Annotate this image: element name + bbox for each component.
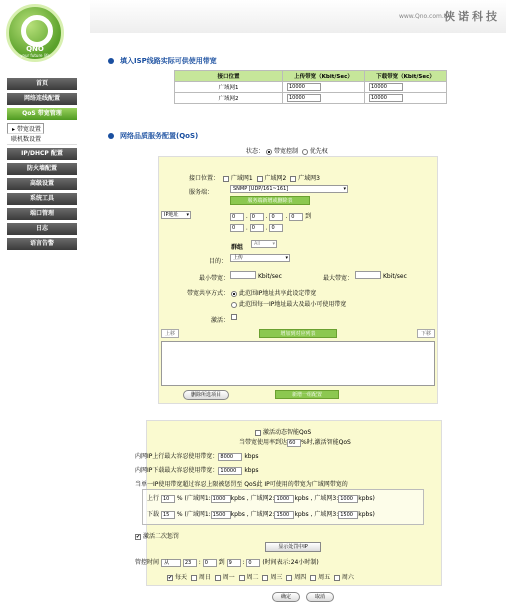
max-down-unit: kbps [244,467,259,474]
move-up-button[interactable]: 上移 [161,329,179,338]
smart-enable-row [255,427,311,436]
priority-radio[interactable] [302,149,308,155]
min-bw-label: 最小带宽： [199,275,230,282]
threshold-input[interactable]: 60 [287,439,301,447]
table-row [175,93,447,104]
rules-listbox[interactable] [161,341,435,386]
penalty-down-label: 下载 [147,511,160,518]
wan2-down-input[interactable]: 10000 [369,94,403,102]
nav-advanced[interactable]: 高级设置 [7,178,77,190]
to-hour[interactable]: 9 [227,559,241,567]
threshold-suffix: %时,激活智能QoS [301,439,351,446]
chevron-down-icon: ▾ [272,241,275,247]
cell-up [283,82,365,93]
day-checkbox[interactable] [286,575,292,581]
wan1-prefix: (广域网1: [184,495,211,502]
move-down-button[interactable]: 下移 [417,329,435,338]
up-wan1-input[interactable]: 1000 [211,495,231,503]
max-bw-input[interactable] [355,271,381,279]
penalty-up-label: 上行 [147,495,160,502]
wan1-checkbox[interactable] [223,176,229,182]
cell-up [283,93,365,104]
to-label: 到 [218,559,225,566]
col-upload: 上传带宽（Kbit/Sec） [283,71,365,82]
ip-end-1[interactable]: 0 [230,224,244,232]
smart-qos-label: 激活动态智能QoS [263,429,312,436]
service-select-value: SNMP [UDP/161~161] [233,186,289,192]
day-label: 周三 [270,574,283,581]
col-interface: 接口位置 [175,71,283,82]
smart-qos-checkbox[interactable] [255,430,261,436]
nav-home[interactable]: 首页 [7,78,77,90]
nav-log[interactable]: 日志 [7,223,77,235]
ip-type-select[interactable] [161,211,191,219]
penalty-rule-text: 当单一IP使用带宽超过容忍上限被惩罚至 QoS此 IP可使用的带宽为广域网带宽的 [135,481,348,488]
ip-start-1[interactable]: 0 [230,213,244,221]
penalty-up-row [147,493,375,503]
nav-session-setting[interactable]: 联机数设置 [7,134,77,145]
pct-symbol: % [176,511,183,518]
ip-type-value: IP地址 [164,212,179,218]
day-label: 每天 [175,574,188,581]
smart-qos-panel [135,420,442,586]
bandwidth-radio-label: 带宽控制 [273,148,298,155]
second-penalty-checkbox[interactable] [135,534,141,540]
sidebar [0,0,90,606]
day-label: 周六 [341,574,354,581]
brand-name: 侠诺科技 [444,10,500,23]
control-time-row: 管控时间 从 23 : 0 到 9 : 0 (时间表示:24小时制) [135,559,319,566]
ok-button[interactable]: 确定 [272,592,300,602]
share-label: 带宽共享方式： [187,290,230,297]
status-label: 状态： [246,148,265,155]
wan3-label: 广域网3 [298,175,320,182]
bandwidth-radio[interactable] [266,149,272,155]
share-option-2 [231,299,346,308]
logo-text: QNO [26,45,44,53]
min-bw-unit: Kbit/sec [258,273,282,280]
max-bw-unit: Kbit/sec [383,273,407,280]
nav-bandwidth-setting-label: 带宽设置 [16,126,41,133]
max-up-label: 内网IP上行最大容忍使用带宽： [135,453,219,460]
add-service-button[interactable]: 服务端新增或删除表 [230,196,310,205]
interface-row [189,173,320,182]
service-select[interactable] [230,185,348,193]
nav-ports[interactable]: 端口管理 [7,208,77,220]
ip-start-2[interactable]: 0 [250,213,264,221]
ip-start-row: 0 . 0 . 0 . 0 到 [232,213,312,220]
interface-label: 接口位置： [189,175,220,182]
col-download: 下载带宽（Kbit/Sec） [365,71,447,82]
logo-q-ring [21,15,53,47]
ip-start-3[interactable]: 0 [269,213,283,221]
wan2-prefix: kpbs , 广域网2: [230,495,275,502]
max-up-unit: kbps [244,453,259,460]
day-label: 周五 [318,574,331,581]
time-from-select[interactable] [161,559,181,567]
share1-radio[interactable] [231,291,237,297]
threshold-row [239,437,351,447]
isp-table-wrap [106,66,447,104]
down-wan1-input[interactable]: 1500 [211,511,231,519]
service-label: 服务端： [189,189,214,196]
chevron-down-icon: ▾ [186,212,189,218]
max-down-label: 内网IP下载最大容忍使用带宽： [135,467,219,474]
site-url: www.Qno.com.tw [398,13,451,20]
days-row [167,572,354,581]
chevron-down-icon: ▾ [343,186,346,192]
to-min[interactable]: 0 [246,559,260,567]
nav-firewall[interactable]: 防火墙配置 [7,163,77,175]
max-down-row [135,465,259,475]
day-checkbox[interactable] [167,575,173,581]
wan3-prefix: kpbs , 广域网3: [294,495,339,502]
max-up-row [135,451,259,461]
wan2-checkbox[interactable] [257,176,263,182]
nav-bandwidth-setting[interactable]: ▸ 带宽设置 [7,123,44,134]
day-label: 周一 [222,574,235,581]
time-note: (时间表示:24小时制) [262,559,319,566]
second-penalty-row [135,531,179,540]
ip-end-2[interactable]: 0 [250,224,264,232]
qos-section-title [108,131,198,141]
wan1-down-input[interactable]: 10000 [369,83,403,91]
direction-value: 上传 [233,255,244,261]
enable-label: 激活： [211,317,230,324]
day-checkbox[interactable] [215,575,221,581]
wan2-up-input[interactable]: 10000 [287,94,321,102]
wan3-checkbox[interactable] [290,176,296,182]
wan1-label: 广域网1 [230,175,253,182]
nav-qos[interactable]: QoS 带宽管理 [7,108,77,120]
from-min[interactable]: 0 [203,559,217,567]
cancel-button[interactable]: 取消 [306,592,334,602]
cell-down [365,93,447,104]
down-wan3-input[interactable]: 1500 [338,511,358,519]
group-select[interactable] [251,240,277,248]
top-banner [90,0,506,33]
priority-radio-label: 优先权 [309,148,328,155]
nav-ipdhcp[interactable]: IP/DHCP 配置 [7,148,77,160]
enable-checkbox[interactable] [231,314,237,320]
max-down-input[interactable]: 10000 [218,467,242,475]
share1-label: 此范围IP地址共享此设定带宽 [239,290,317,297]
share2-radio[interactable] [231,302,237,308]
penalty-up-pct[interactable]: 10 [161,495,175,503]
end-suffix: kpbs) [358,495,375,502]
qos-config-panel [158,156,438,404]
share2-label: 此范围每一IP地址最大及最小可使用带宽 [239,301,347,308]
second-penalty-label: 激活二次惩罚 [143,533,180,540]
qos-status-row [246,146,328,155]
qos-title-text: 网络品质服务配置(QoS) [120,132,199,140]
threshold-label: 当带宽使用率到达 [239,439,288,446]
day-checkbox[interactable] [262,575,268,581]
penalty-down-row [147,509,375,519]
ip-to-label: 到 [305,213,312,220]
pct-symbol: % [176,495,183,502]
min-bw-input[interactable] [230,271,256,279]
ip-end-3[interactable]: 0 [269,224,283,232]
from-hour[interactable]: 23 [183,559,197,567]
max-bw-label: 最大带宽： [323,275,354,282]
qno-logo [6,4,64,62]
direction-label: 目的： [209,258,228,265]
wan2-prefix: kpbs , 广域网2: [230,511,275,518]
group-label: 群组 [231,244,244,251]
wan1-prefix: (广域网1: [184,511,211,518]
show-penalized-button[interactable]: 显示处罚中IP [265,542,321,552]
isp-section-title [108,56,217,66]
new-config-button[interactable]: 新增一组配置 [275,390,339,399]
day-label: 周二 [246,574,259,581]
isp-title-text: 填入ISP线路实际可供使用带宽 [120,57,217,65]
day-checkbox[interactable] [191,575,197,581]
nav-tools[interactable]: 系统工具 [7,193,77,205]
share-option-1 [231,288,316,297]
wan2-label: 广域网2 [264,175,287,182]
penalty-down-pct[interactable]: 15 [161,511,175,519]
logo-tagline: your future life [20,53,50,58]
nav-alert[interactable]: 语言告警 [7,238,77,250]
row-name: 广域网1 [175,82,283,93]
down-wan2-input[interactable]: 1500 [274,511,294,519]
wan3-prefix: kpbs , 广域网3: [294,511,339,518]
nav-network[interactable]: 网络连线配置 [7,93,77,105]
group-select-value: All [254,241,261,247]
table-row [175,82,447,93]
chevron-down-icon: ▾ [285,255,288,261]
ip-start-4[interactable]: 0 [289,213,303,221]
day-checkbox[interactable] [310,575,316,581]
up-wan2-input[interactable]: 1000 [274,495,294,503]
up-wan3-input[interactable]: 1000 [338,495,358,503]
ip-end-row: 0 . 0 . 0 [230,224,283,232]
bullet-icon [108,58,114,64]
from-value: 从 [163,559,169,566]
day-checkbox[interactable] [239,575,245,581]
max-up-input[interactable]: 8000 [218,453,242,461]
control-time-label: 管控时间 [135,559,160,566]
cell-down [365,82,447,93]
end-suffix: kpbs) [358,511,375,518]
nav-menu [7,78,77,253]
day-checkbox[interactable] [334,575,340,581]
direction-select[interactable] [230,254,290,262]
day-label: 周四 [294,574,307,581]
isp-header-row [175,71,447,82]
bullet-icon [108,133,114,139]
day-label: 周日 [198,574,211,581]
delete-selected-button[interactable]: 删除所选项目 [183,390,229,400]
add-to-list-button[interactable]: 增加到对应列表 [259,329,337,338]
isp-table [174,70,447,104]
wan1-up-input[interactable]: 10000 [287,83,321,91]
row-name: 广域网2 [175,93,283,104]
